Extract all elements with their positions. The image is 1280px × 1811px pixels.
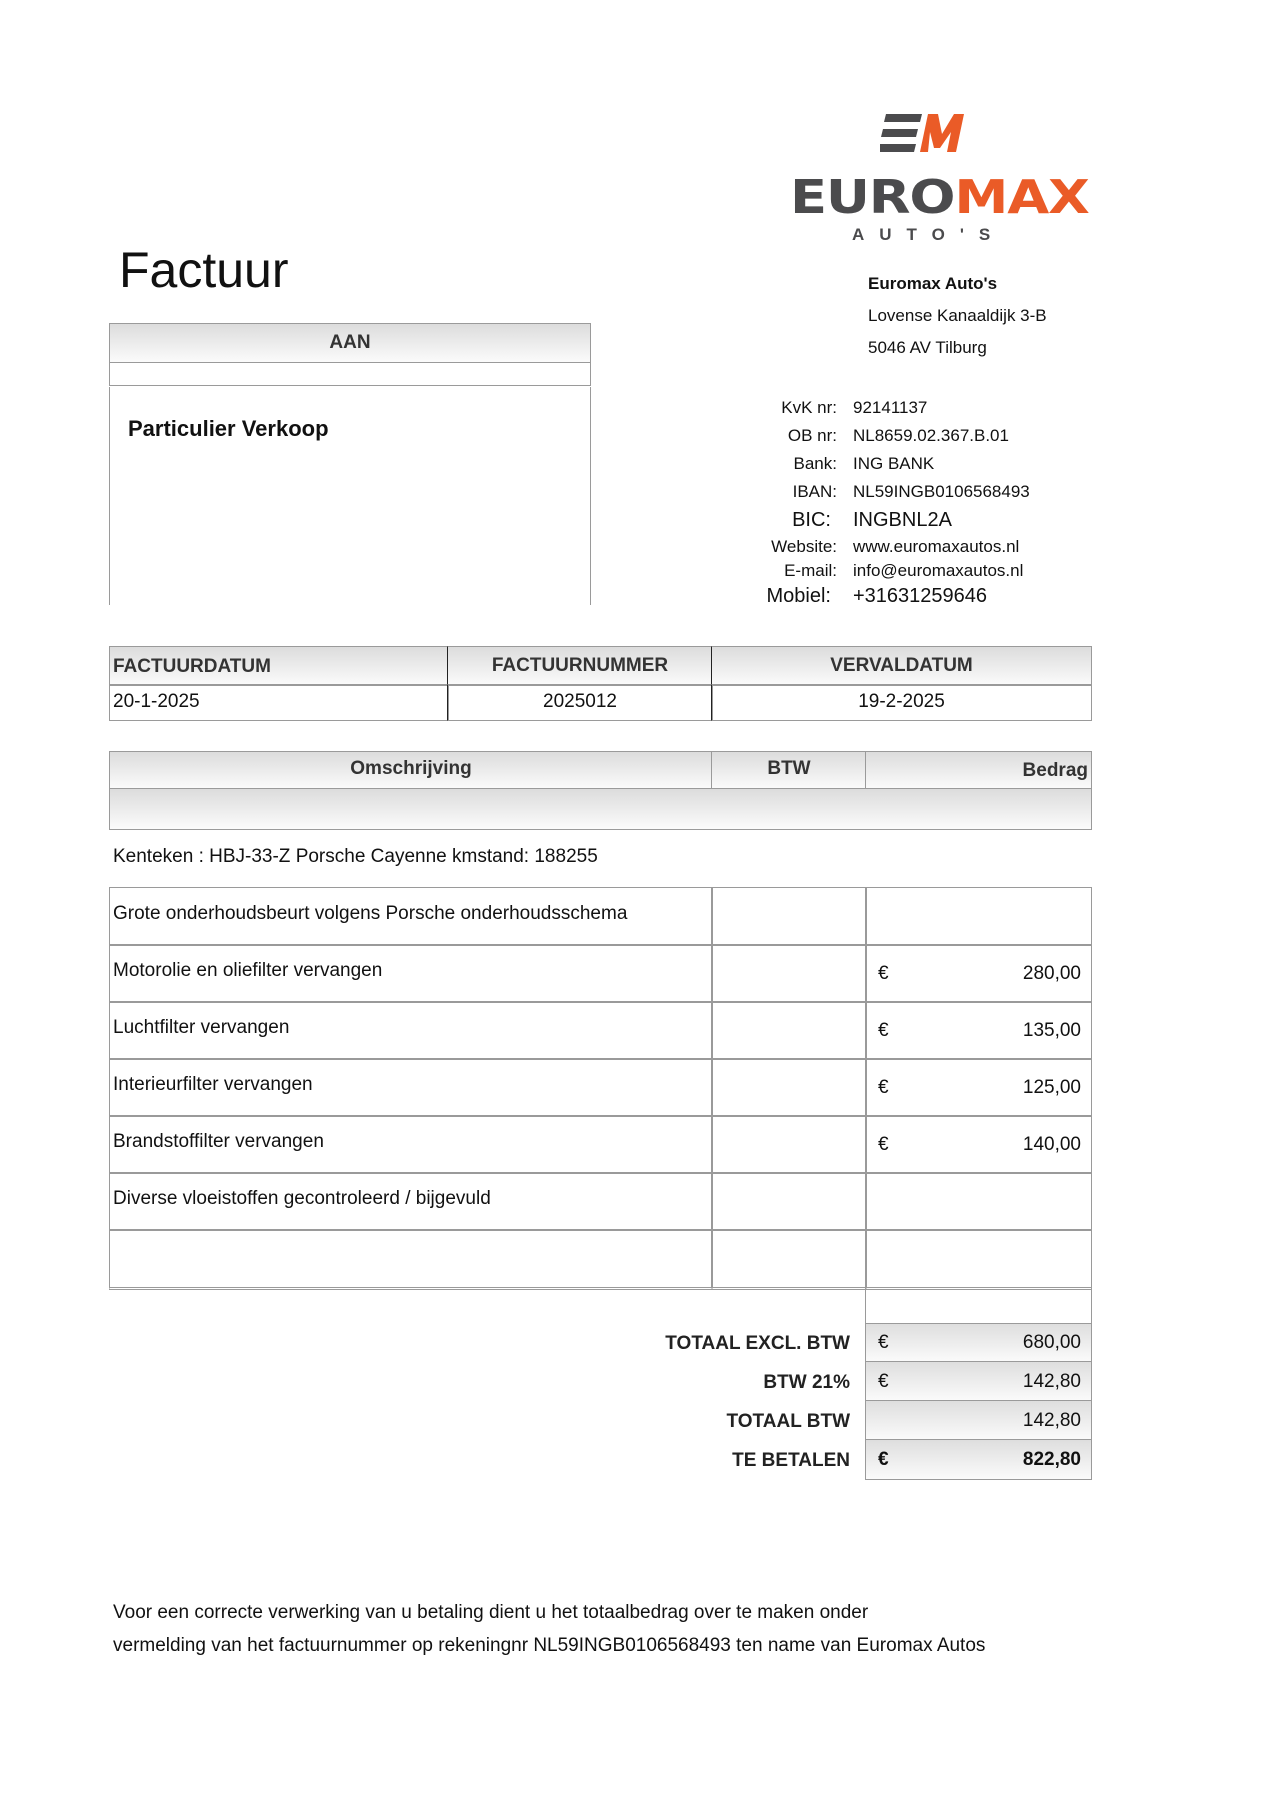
vehicle-line: Kenteken : HBJ-33-Z Porsche Cayenne kmstand: 188255 (113, 846, 598, 867)
amount-due-label: TE BETALEN (732, 1450, 850, 1471)
currency-symbol: € (878, 1370, 889, 1392)
company-address (868, 268, 1047, 364)
total-vat-label: TOTAAL BTW (726, 1411, 850, 1432)
recipient-empty-row (109, 362, 591, 386)
recipient-body (109, 387, 591, 605)
vat-21 (865, 1361, 1092, 1402)
currency-symbol: € (878, 1076, 889, 1098)
amount-value: 125,00 (1022, 1076, 1081, 1098)
company-postal-city: 5046 AV Tilburg (868, 338, 987, 357)
detail-label: Website: (771, 536, 837, 556)
detail-bic (760, 506, 1100, 534)
detail-label: BIC: (792, 508, 831, 531)
logo-wordmark (790, 170, 1132, 224)
item-vat (711, 944, 867, 1003)
detail-label: Mobiel: (766, 584, 831, 607)
detail-bank (760, 450, 1100, 478)
due-date: 19-2-2025 (711, 684, 1092, 721)
logo-subtitle: AUTO'S (852, 225, 1006, 244)
item-description: Grote onderhoudsbeurt volgens Porsche onderhoudsschema (109, 887, 713, 946)
header-due-date: VERVALDATUM (711, 646, 1092, 686)
item-amount (865, 944, 1092, 1003)
total-value: 142,80 (1022, 1370, 1081, 1392)
item-description: Interieurfilter vervangen (109, 1058, 713, 1117)
detail-kvk (760, 394, 1100, 422)
total-value: 142,80 (1022, 1409, 1081, 1431)
detail-label: OB nr: (787, 426, 837, 445)
payment-instructions (113, 1596, 985, 1662)
company-details (760, 394, 1100, 609)
company-name: Euromax Auto's (868, 274, 998, 293)
detail-label: IBAN: (792, 482, 837, 501)
detail-label: Bank: (793, 454, 837, 473)
currency-symbol: € (878, 1332, 889, 1353)
item-description: Luchtfilter vervangen (109, 1001, 713, 1060)
item-vat (711, 1115, 867, 1174)
header-invoice-number: FACTUURNUMMER (447, 646, 713, 686)
currency-symbol: € (878, 962, 889, 984)
logo-word-max: MAX (954, 170, 1089, 224)
recipient-box (109, 323, 591, 605)
header-description: Omschrijving (109, 751, 713, 790)
detail-website (760, 534, 1100, 559)
item-amount (865, 1058, 1092, 1117)
detail-ob (760, 422, 1100, 450)
header-amount: Bedrag (865, 751, 1092, 790)
item-amount (865, 1172, 1092, 1231)
recipient-header: AAN (109, 323, 591, 363)
item-vat (711, 1058, 867, 1117)
item-description: Brandstoffilter vervangen (109, 1115, 713, 1174)
logo-word-euro: EURO (790, 170, 955, 224)
item-vat (711, 1001, 867, 1060)
company-street: Lovense Kanaaldijk 3-B (868, 306, 1047, 325)
total-excl-vat (865, 1323, 1092, 1363)
invoice-number: 2025012 (447, 684, 713, 721)
detail-label: KvK nr: (781, 398, 837, 417)
company-logo (780, 108, 1089, 248)
detail-iban (760, 478, 1100, 506)
total-value: 822,80 (1022, 1448, 1081, 1470)
recipient-name: Particulier Verkoop (128, 416, 329, 441)
totals-spacer-cell (865, 1288, 1092, 1325)
invoice-date: 20-1-2025 (109, 684, 449, 721)
website-link[interactable]: www.euromaxautos.nl (853, 536, 1020, 556)
item-amount (865, 887, 1092, 946)
header-invoice-date: FACTUURDATUM (109, 646, 449, 686)
detail-value: ING BANK (853, 454, 935, 473)
detail-mobile (760, 583, 1100, 609)
vat-21-label: BTW 21% (763, 1372, 850, 1393)
email-link[interactable]: info@euromaxautos.nl (853, 561, 1024, 580)
payment-instructions-line-2: vermelding van het factuurnummer op rekeningnr NL59INGB0106568493 ten name van Euromax Autos (113, 1635, 986, 1656)
item-amount (865, 1229, 1092, 1290)
detail-email (760, 559, 1100, 583)
item-description (109, 1229, 713, 1290)
item-amount (865, 1001, 1092, 1060)
item-vat (711, 1172, 867, 1231)
detail-value: INGBNL2A (853, 508, 952, 531)
detail-value: +31631259646 (853, 584, 988, 607)
item-description: Diverse vloeistoffen gecontroleerd / bijgevuld (109, 1172, 713, 1231)
currency-symbol: € (878, 1448, 889, 1470)
page-title: Factuur (119, 242, 289, 298)
total-value: 680,00 (1022, 1332, 1081, 1353)
amount-value: 135,00 (1022, 1019, 1081, 1041)
currency-symbol: € (878, 1019, 889, 1041)
detail-value: NL59INGB0106568493 (853, 482, 1030, 501)
header-empty-row (109, 788, 1092, 830)
item-vat (711, 887, 867, 946)
total-excl-vat-label: TOTAAL EXCL. BTW (665, 1333, 850, 1354)
detail-label: E-mail: (784, 561, 837, 580)
item-amount (865, 1115, 1092, 1174)
detail-value: 92141137 (853, 398, 928, 417)
amount-value: 140,00 (1022, 1133, 1081, 1155)
detail-value: NL8659.02.367.B.01 (853, 426, 1009, 445)
amount-value: 280,00 (1022, 962, 1081, 984)
total-vat (865, 1400, 1092, 1441)
item-vat (711, 1229, 867, 1290)
em-logo-mark-icon (880, 114, 966, 154)
amount-due (865, 1439, 1092, 1480)
header-vat: BTW (711, 751, 867, 790)
payment-instructions-line-1: Voor een correcte verwerking van u betaling dient u het totaalbedrag over te maken onder (113, 1602, 869, 1623)
item-description: Motorolie en oliefilter vervangen (109, 944, 713, 1003)
currency-symbol: € (878, 1133, 889, 1155)
